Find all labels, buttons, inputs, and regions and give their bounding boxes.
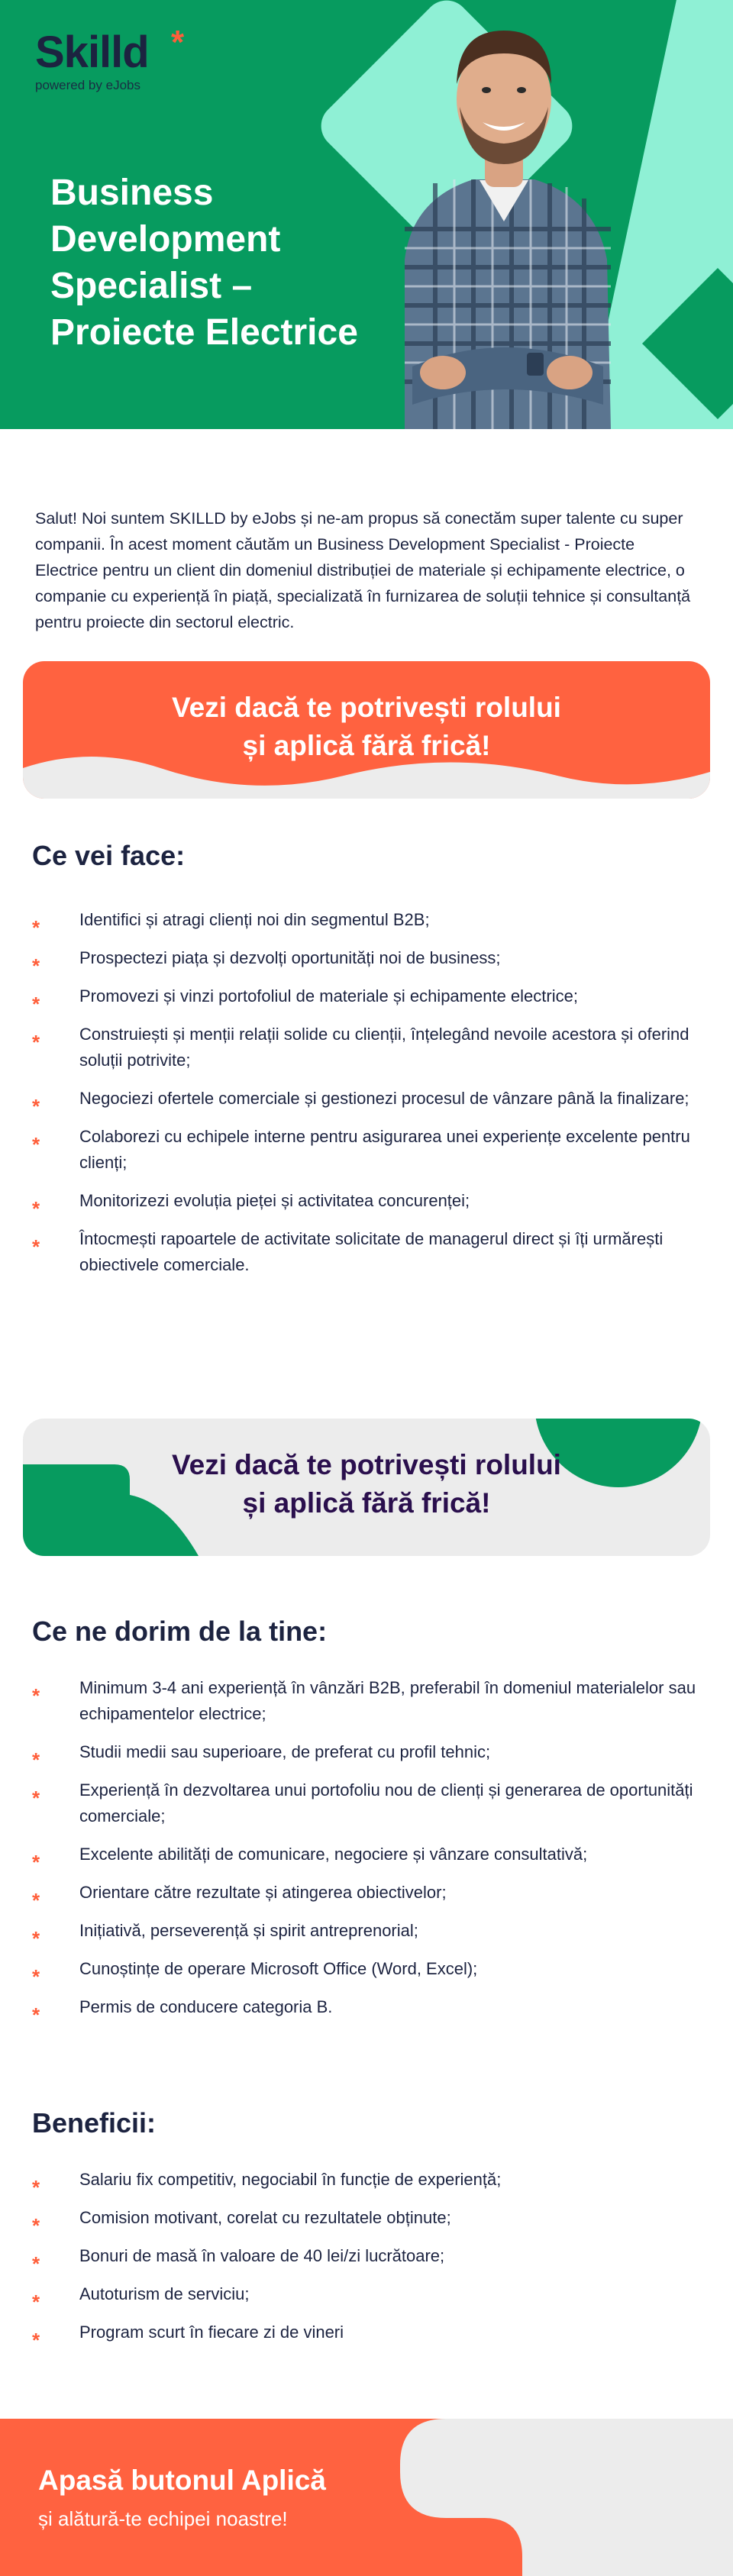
asterisk-icon: * bbox=[32, 1031, 40, 1054]
logo-asterisk-icon: * bbox=[171, 24, 185, 61]
asterisk-icon: * bbox=[32, 1133, 40, 1156]
list-item-text: Permis de conducere categoria B. bbox=[79, 1997, 333, 2016]
list-item-text: Minimum 3-4 ani experiență în vânzări B2B, preferabil în domeniul materialelor sau echipamentelor electrice; bbox=[79, 1678, 696, 1723]
list-item bbox=[32, 1777, 704, 1829]
list-item-text: Construiești și menții relații solide cu clienții, înțelegând nevoile acestora și oferind soluții potrivite; bbox=[79, 1025, 689, 1070]
skilld-logo bbox=[35, 24, 185, 93]
list-item bbox=[32, 1918, 704, 1950]
asterisk-icon: * bbox=[32, 1965, 40, 1988]
asterisk-icon: * bbox=[32, 1197, 40, 1220]
list-item-text: Prospectezi piața și dezvolți oportunități noi de business; bbox=[79, 948, 501, 967]
footer-subtitle: și alătură-te echipei noastre! bbox=[38, 2507, 288, 2530]
list-item-text: Experiență în dezvoltarea unui portofoliu nou de clienți și generarea de oportunități comerciale; bbox=[79, 1780, 693, 1825]
job-title: Business Development Specialist – Proiecte Electrice bbox=[50, 173, 358, 353]
list-item bbox=[32, 983, 704, 1015]
person-photo-icon bbox=[389, 8, 618, 429]
list-item-text: Orientare către rezultate și atingerea obiectivelor; bbox=[79, 1883, 447, 1902]
footer-title: Apasă butonul Aplică bbox=[38, 2465, 326, 2496]
list-item-text: Monitorizezi evoluția pieței și activitatea concurenței; bbox=[79, 1191, 470, 1210]
cta-banner-orange bbox=[23, 661, 710, 799]
asterisk-icon: * bbox=[32, 2214, 40, 2237]
list-item bbox=[32, 2319, 704, 2352]
cta-line-1: Vezi dacă te potrivești rolului bbox=[172, 692, 561, 723]
tasks-list bbox=[32, 907, 704, 1290]
asterisk-icon: * bbox=[32, 1851, 40, 1874]
cta-text bbox=[23, 689, 710, 765]
list-item-text: Identifici și atragi clienți noi din segmentul B2B; bbox=[79, 910, 430, 929]
section-title-benefits: Beneficii: bbox=[32, 2107, 157, 2139]
list-item-text: Cunoștințe de operare Microsoft Office (Word, Excel); bbox=[79, 1959, 478, 1978]
asterisk-icon: * bbox=[32, 1889, 40, 1912]
asterisk-icon: * bbox=[32, 1787, 40, 1809]
list-item bbox=[32, 2243, 704, 2275]
list-item-text: Colaborezi cu echipele interne pentru asigurarea unei experiențe excelente pentru clienți; bbox=[79, 1127, 690, 1172]
list-item-text: Bonuri de masă în valoare de 40 lei/zi lucrătoare; bbox=[79, 2246, 445, 2265]
asterisk-icon: * bbox=[32, 916, 40, 939]
list-item-text: Promovezi și vinzi portofoliul de materiale și echipamente electrice; bbox=[79, 986, 578, 1006]
list-item-text: Excelente abilități de comunicare, negociere și vânzare consultativă; bbox=[79, 1845, 588, 1864]
footer-shape-decor bbox=[400, 2419, 733, 2576]
hero-banner bbox=[0, 0, 733, 429]
list-item bbox=[32, 1739, 704, 1771]
list-item bbox=[32, 907, 704, 939]
cta-line-2: și aplică fără frică! bbox=[242, 730, 491, 761]
list-item-text: Întocmești rapoartele de activitate solicitate de managerul direct și îți urmărești obiectivele comerciale. bbox=[79, 1229, 664, 1274]
cta-banner-gray bbox=[23, 1419, 710, 1556]
asterisk-icon: * bbox=[32, 2176, 40, 2199]
list-item bbox=[32, 1124, 704, 1176]
asterisk-icon: * bbox=[32, 2290, 40, 2313]
list-item bbox=[32, 1086, 704, 1118]
list-item bbox=[32, 1842, 704, 1874]
section-title-tasks: Ce vei face: bbox=[32, 840, 186, 871]
footer-apply-banner bbox=[0, 2419, 733, 2576]
list-item bbox=[32, 1956, 704, 1988]
intro-paragraph: Salut! Noi suntem SKILLD by eJobs și ne-am propus să conectăm super talente cu super companii. În acest moment căutăm un Business Development Specialist - Proiecte Electrice pentru un client din domeniul distribuției de materiale și echipamente electrice, o companie cu experiență în piață, specializată în furnizarea de soluții tehnice și consultanță pentru proiecte din sectorul electric. bbox=[35, 509, 691, 631]
benefits-list bbox=[32, 2167, 704, 2358]
list-item-text: Inițiativă, perseverență și spirit antreprenorial; bbox=[79, 1921, 418, 1940]
section-title-requirements: Ce ne dorim de la tine: bbox=[32, 1616, 328, 1647]
cta-line-1: Vezi dacă te potrivești rolului bbox=[172, 1449, 561, 1480]
list-item-text: Autoturism de serviciu; bbox=[79, 2284, 250, 2303]
list-item bbox=[32, 945, 704, 977]
list-item-text: Studii medii sau superioare, de preferat cu profil tehnic; bbox=[79, 1742, 491, 1761]
list-item bbox=[32, 2167, 704, 2199]
logo-tagline: powered by eJobs bbox=[35, 78, 140, 92]
asterisk-icon: * bbox=[32, 1684, 40, 1707]
list-item bbox=[32, 1675, 704, 1727]
asterisk-icon: * bbox=[32, 1748, 40, 1771]
requirements-list bbox=[32, 1675, 704, 2032]
asterisk-icon: * bbox=[32, 2003, 40, 2026]
list-item-text: Comision motivant, corelat cu rezultatele obținute; bbox=[79, 2208, 451, 2227]
asterisk-icon: * bbox=[32, 993, 40, 1015]
list-item-text: Salariu fix competitiv, negociabil în funcție de experiență; bbox=[79, 2170, 502, 2189]
list-item bbox=[32, 2205, 704, 2237]
asterisk-icon: * bbox=[32, 1095, 40, 1118]
list-item bbox=[32, 2281, 704, 2313]
asterisk-icon: * bbox=[32, 1927, 40, 1950]
list-item-text: Program scurt în fiecare zi de vineri bbox=[79, 2323, 344, 2342]
asterisk-icon: * bbox=[32, 2252, 40, 2275]
list-item bbox=[32, 1188, 704, 1220]
list-item-text: Negociezi ofertele comerciale și gestionezi procesul de vânzare până la finalizare; bbox=[79, 1089, 689, 1108]
cta-text bbox=[23, 1446, 710, 1522]
list-item bbox=[32, 1994, 704, 2026]
list-item bbox=[32, 1226, 704, 1278]
asterisk-icon: * bbox=[32, 1235, 40, 1258]
list-item bbox=[32, 1880, 704, 1912]
asterisk-icon: * bbox=[32, 954, 40, 977]
logo-wordmark: Skilld bbox=[35, 27, 149, 77]
cta-line-2: și aplică fără frică! bbox=[242, 1487, 491, 1519]
asterisk-icon: * bbox=[32, 2329, 40, 2352]
list-item bbox=[32, 1022, 704, 1073]
